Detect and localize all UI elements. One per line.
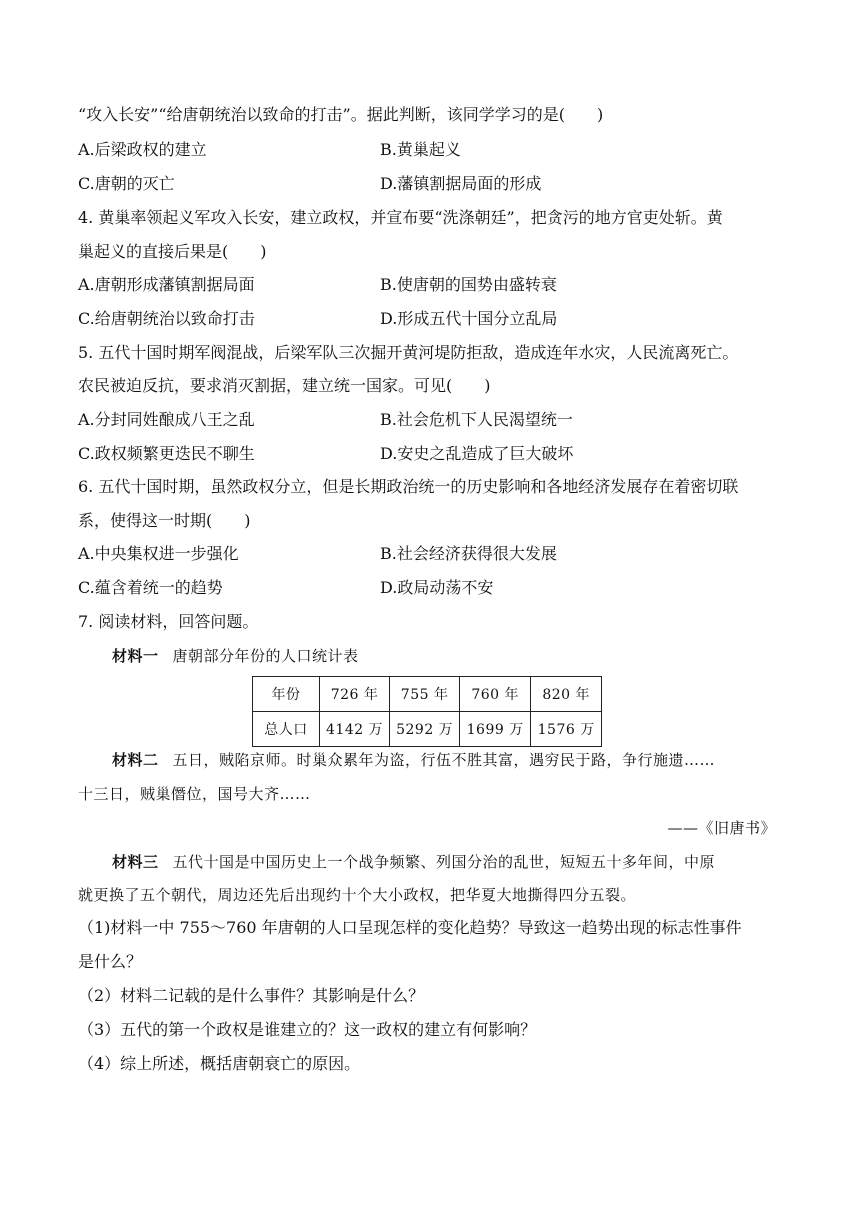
subquestion-1-line1: （1)材料一中 755～760 年唐朝的人口呈现怎样的变化趋势？导致这一趋势出现的标志性事件 <box>78 918 742 937</box>
table-cell: 总人口 <box>253 712 320 747</box>
q5-option-c: C.政权频繁更迭民不聊生 <box>78 444 255 463</box>
q3-option-b: B.黄巢起义 <box>380 140 461 159</box>
table-cell: 760 年 <box>460 677 531 712</box>
table-cell: 5292 万 <box>390 712 460 747</box>
material2-text-line2: 十三日，贼巢僭位，国号大齐…… <box>78 785 311 803</box>
q3-option-c: C.唐朝的灭亡 <box>78 174 175 193</box>
material2-label: 材料二 <box>112 751 159 769</box>
population-table <box>252 676 602 747</box>
q5-option-b: B.社会危机下人民渴望统一 <box>380 410 573 429</box>
subquestion-2: （2）材料二记载的是什么事件？其影响是什么？ <box>78 986 425 1005</box>
q6-option-d: D.政局动荡不安 <box>380 578 494 597</box>
q3-stem: “攻入长安”“给唐朝统治以致命的打击”。据此判断，该同学学习的是( ) <box>78 105 604 124</box>
q5-stem-line2: 农民被迫反抗，要求消灭割据，建立统一国家。可见( ) <box>78 376 491 395</box>
q4-option-d: D.形成五代十国分立乱局 <box>380 309 558 328</box>
table-row <box>253 712 602 747</box>
table-cell: 726 年 <box>320 677 390 712</box>
q7-stem: 7. 阅读材料，回答问题。 <box>78 612 259 631</box>
table-cell: 1699 万 <box>460 712 531 747</box>
table-cell: 4142 万 <box>320 712 390 747</box>
subquestion-1-line2: 是什么？ <box>78 952 143 971</box>
table-cell: 年份 <box>253 677 320 712</box>
material2-text-line1: 五日，贼陷京师。时巢众累年为盗，行伍不胜其富，遇穷民于路，争行施遗…… <box>172 751 716 769</box>
material3-text-line1: 五代十国是中国历史上一个战争频繁、列国分治的乱世，短短五十多年间，中原 <box>172 853 716 871</box>
q6-option-b: B.社会经济获得很大发展 <box>380 544 557 563</box>
q4-option-b: B.使唐朝的国势由盛转衰 <box>380 275 557 294</box>
q6-option-c: C.蕴含着统一的趋势 <box>78 578 223 597</box>
subquestion-3: （3）五代的第一个政权是谁建立的？这一政权的建立有何影响？ <box>78 1020 537 1039</box>
q5-option-d: D.安史之乱造成了巨大破坏 <box>380 444 574 463</box>
material3-text-line2: 就更换了五个朝代，周边还先后出现约十个大小政权，把华夏大地撕得四分五裂。 <box>78 886 637 904</box>
q4-stem-line1: 4. 黄巢率领起义军攻入长安，建立政权，并宣布要“洗涤朝廷”，把贪污的地方官吏处斩。黄 <box>78 208 723 227</box>
material1-label: 材料一 <box>112 647 159 665</box>
q5-option-a: A.分封同姓酿成八王之乱 <box>78 410 255 429</box>
material1-heading <box>112 646 822 666</box>
material3-label: 材料三 <box>112 853 159 871</box>
q5-stem-line1: 5. 五代十国时期军阀混战，后梁军队三次掘开黄河堤防拒敌，造成连年水灾，人民流离死亡。 <box>78 343 739 362</box>
table-cell: 755 年 <box>390 677 460 712</box>
q4-stem-line2: 巢起义的直接后果是( ) <box>78 242 267 261</box>
q3-option-d: D.藩镇割据局面的形成 <box>380 174 542 193</box>
material2-line1 <box>112 750 792 770</box>
q4-option-c: C.给唐朝统治以致命打击 <box>78 309 255 328</box>
material3-line1 <box>112 852 792 872</box>
table-cell: 820 年 <box>531 677 602 712</box>
material2-source: ——《旧唐书》 <box>667 819 776 837</box>
q3-option-a: A.后梁政权的建立 <box>78 140 207 159</box>
table-cell: 1576 万 <box>531 712 602 747</box>
subquestion-4: （4）综上所述，概括唐朝衰亡的原因。 <box>78 1054 361 1073</box>
material1-title: 唐朝部分年份的人口统计表 <box>172 647 359 665</box>
q4-option-a: A.唐朝形成藩镇割据局面 <box>78 275 255 294</box>
q6-stem-line1: 6. 五代十国时期，虽然政权分立，但是长期政治统一的历史影响和各地经济发展存在着密切联 <box>78 477 739 496</box>
q6-option-a: A.中央集权进一步强化 <box>78 544 239 563</box>
q6-stem-line2: 系，使得这一时期( ) <box>78 511 251 530</box>
table-row <box>253 677 602 712</box>
